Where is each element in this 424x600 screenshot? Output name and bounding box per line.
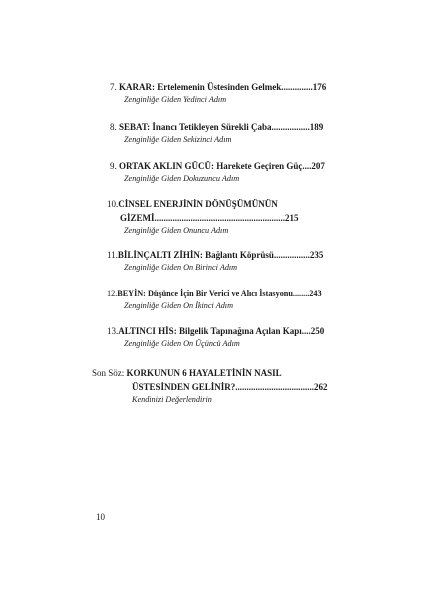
toc-entry-line — [107, 326, 324, 337]
chapter-subtitle: Zenginliğe Giden Onuncu Adım — [124, 226, 229, 235]
dot-leaders: ................ — [273, 250, 310, 260]
toc-entry-line — [107, 199, 278, 210]
dot-leaders: ................. — [271, 122, 310, 132]
chapter-page: 243 — [309, 289, 322, 298]
chapter-subtitle: Zenginliğe Giden Dokuzuncu Adım — [124, 174, 240, 183]
chapter-page: 235 — [309, 250, 324, 260]
toc-entry-line — [107, 250, 323, 261]
dot-leaders: .......................................................... — [154, 213, 286, 223]
chapter-number: 11. — [107, 250, 118, 260]
chapter-number: 10. — [107, 199, 119, 209]
toc-entry-line — [120, 213, 299, 224]
toc-entry-line — [92, 368, 282, 379]
toc-entry-line — [132, 382, 328, 393]
toc-entry-line — [110, 161, 325, 172]
toc-entry-line — [110, 82, 326, 93]
chapter-subtitle: Zenginliğe Giden On İkinci Adım — [124, 301, 233, 310]
dot-leaders: ........ — [292, 289, 310, 298]
chapter-number: 7. — [110, 82, 117, 92]
dot-leaders: ................................... — [235, 382, 315, 392]
toc-entry-line — [110, 122, 323, 133]
dot-leaders: .... — [302, 161, 312, 171]
chapter-number: 12. — [107, 289, 118, 298]
chapter-subtitle: Zenginliğe Giden Sekizinci Adım — [124, 135, 232, 144]
chapter-title: BEYİN: Düşünce İçin Bir Verici ve Alıcı İstasyonu — [117, 289, 293, 298]
page-number: 10 — [96, 512, 105, 522]
chapter-page: 207 — [311, 161, 325, 171]
chapter-title-line1: CİNSEL ENERJİNİN DÖNÜŞÜMÜNÜN — [118, 199, 278, 209]
epilogue-label: Son Söz: — [92, 368, 125, 378]
chapter-number: 9. — [110, 161, 117, 171]
chapter-page: 189 — [309, 122, 324, 132]
epilogue-title-line1: KORKUNUN 6 HAYALETİNİN NASIL — [126, 368, 282, 378]
chapter-page: 215 — [285, 213, 299, 223]
epilogue-subtitle: Kendinizi Değerlendirin — [132, 395, 212, 404]
chapter-page: 176 — [312, 82, 327, 92]
chapter-subtitle: Zenginliğe Giden Yedinci Adım — [124, 95, 227, 104]
chapter-subtitle: Zenginliğe Giden On Üçüncü Adım — [124, 339, 240, 348]
chapter-title: KARAR: Ertelemenin Üstesinden Gelmek — [119, 82, 282, 92]
epilogue-page: 262 — [314, 382, 328, 392]
epilogue-title-line2: ÜSTESİNDEN GELİNİR? — [132, 382, 236, 392]
chapter-title: BİLİNÇALTI ZİHİN: Bağlantı Köprüsü — [117, 250, 274, 260]
chapter-page: 250 — [310, 326, 325, 336]
toc-entry-line — [107, 288, 322, 299]
dot-leaders: .... — [301, 326, 311, 336]
chapter-title: ORTAK AKLIN GÜCÜ: Harekete Geçiren Güç — [119, 161, 303, 171]
chapter-title-line2: GİZEMİ — [120, 213, 155, 223]
dot-leaders: .............. — [281, 82, 313, 92]
chapter-subtitle: Zenginliğe Giden On Birinci Adım — [124, 263, 238, 272]
chapter-number: 13. — [107, 326, 119, 336]
chapter-title: SEBAT: İnancı Tetikleyen Sürekli Çaba — [119, 122, 272, 132]
chapter-title: ALTINCI HİS: Bilgelik Tapınağına Açılan Kapı — [118, 326, 302, 336]
chapter-number: 8. — [110, 122, 117, 132]
